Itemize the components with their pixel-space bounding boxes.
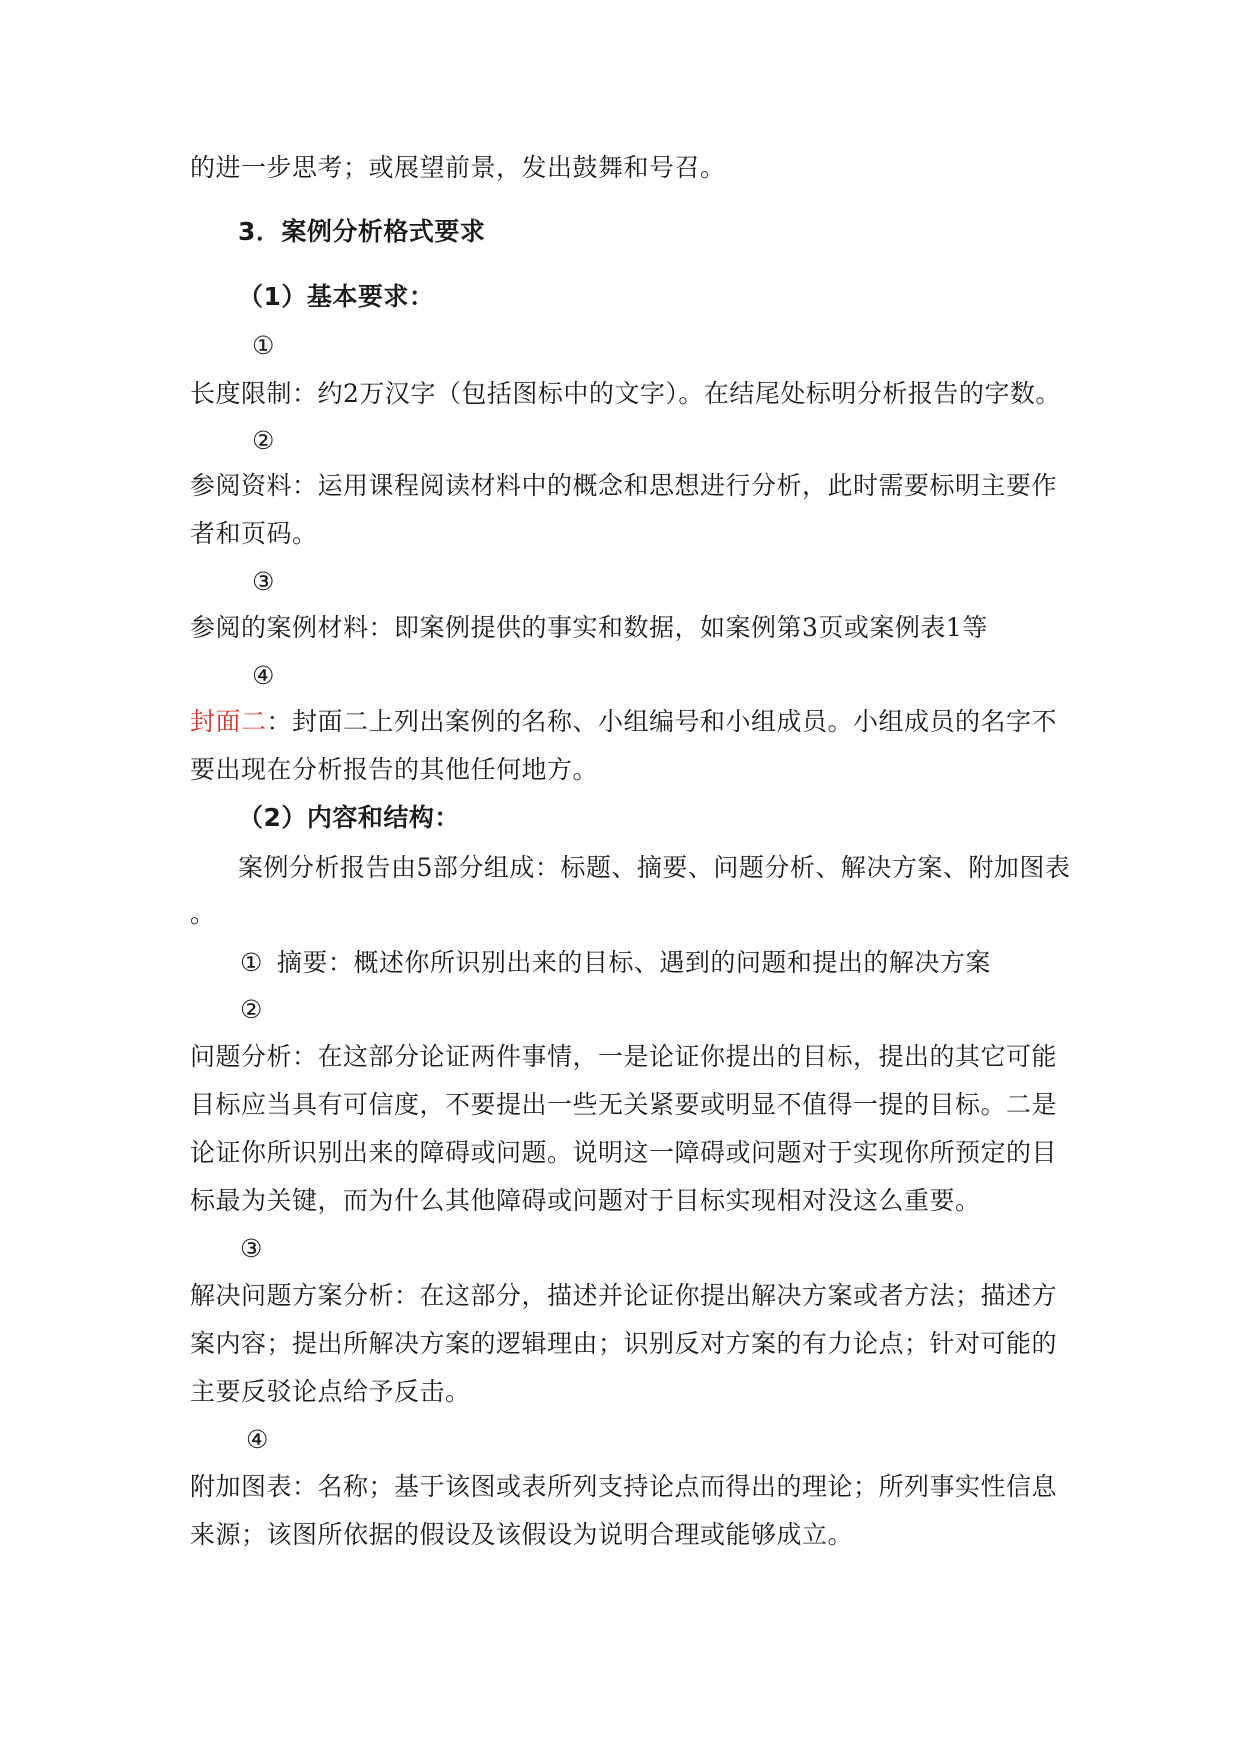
item-marker: ④ (252, 661, 275, 690)
paragraph-line: 来源；该图所依据的假设及该假设为说明合理或能够成立。 (190, 1520, 854, 1549)
item-marker: ① (252, 331, 275, 360)
item-marker: ③ (252, 567, 275, 596)
paragraph-line: 长度限制：约2万汉字（包括图标中的文字）。在结尾处标明分析报告的字数。 (190, 379, 1061, 408)
paragraph-line: 目标应当具有可信度，不要提出一些无关紧要或明显不值得一提的目标。二是 (190, 1090, 1058, 1119)
item-marker: ① (240, 948, 263, 977)
section-heading: 3．案例分析格式要求 (238, 217, 486, 246)
paragraph-line (190, 706, 1057, 738)
paragraph-text: 摘要：概述你所识别出来的目标、遇到的问题和提出的解决方案 (276, 948, 991, 977)
paragraph-line: 解决问题方案分析：在这部分，描述并论证你提出解决方案或者方法；描述方 (190, 1281, 1058, 1310)
paragraph-line: 案例分析报告由5部分组成：标题、摘要、问题分析、解决方案、附加图表 (238, 853, 1071, 882)
paragraph-line: 标最为关键，而为什么其他障碍或问题对于目标实现相对没这么重要。 (190, 1186, 981, 1215)
paragraph-line: 问题分析：在这部分论证两件事情，一是论证你提出的目标，提出的其它可能 (190, 1042, 1058, 1071)
paragraph-line: 案内容；提出所解决方案的逻辑理由；识别反对方案的有力论点；针对可能的 (190, 1329, 1058, 1358)
paragraph-line: 。 (190, 899, 216, 928)
item-marker: ② (252, 426, 275, 455)
paragraph-line: 附加图表：名称；基于该图或表所列支持论点而得出的理论；所列事实性信息 (190, 1472, 1058, 1501)
paragraph-line: 参阅资料：运用课程阅读材料中的概念和思想进行分析，此时需要标明主要作 (190, 471, 1058, 500)
red-label: 封面二 (190, 707, 267, 736)
paragraph-line: 论证你所识别出来的障碍或问题。说明这一障碍或问题对于实现你所预定的目 (190, 1138, 1058, 1167)
paragraph-line: 参阅的案例材料：即案例提供的事实和数据，如案例第3页或案例表1等 (190, 613, 988, 642)
paragraph-text: ：封面二上列出案例的名称、小组编号和小组成员。小组成员的名字不 (266, 707, 1058, 736)
item-marker: ④ (246, 1425, 269, 1454)
content-item-1 (240, 947, 991, 979)
paragraph-line: 者和页码。 (190, 519, 318, 548)
intro-line: 的进一步思考；或展望前景，发出鼓舞和号召。 (190, 153, 726, 182)
subsection-heading-basic: （1）基本要求： (238, 282, 435, 311)
paragraph-line: 要出现在分析报告的其他任何地方。 (190, 755, 599, 784)
paragraph-line: 主要反驳论点给予反击。 (190, 1377, 471, 1406)
subsection-heading-content: （2）内容和结构： (238, 803, 460, 832)
item-marker: ③ (240, 1234, 263, 1263)
item-marker: ② (240, 995, 263, 1024)
